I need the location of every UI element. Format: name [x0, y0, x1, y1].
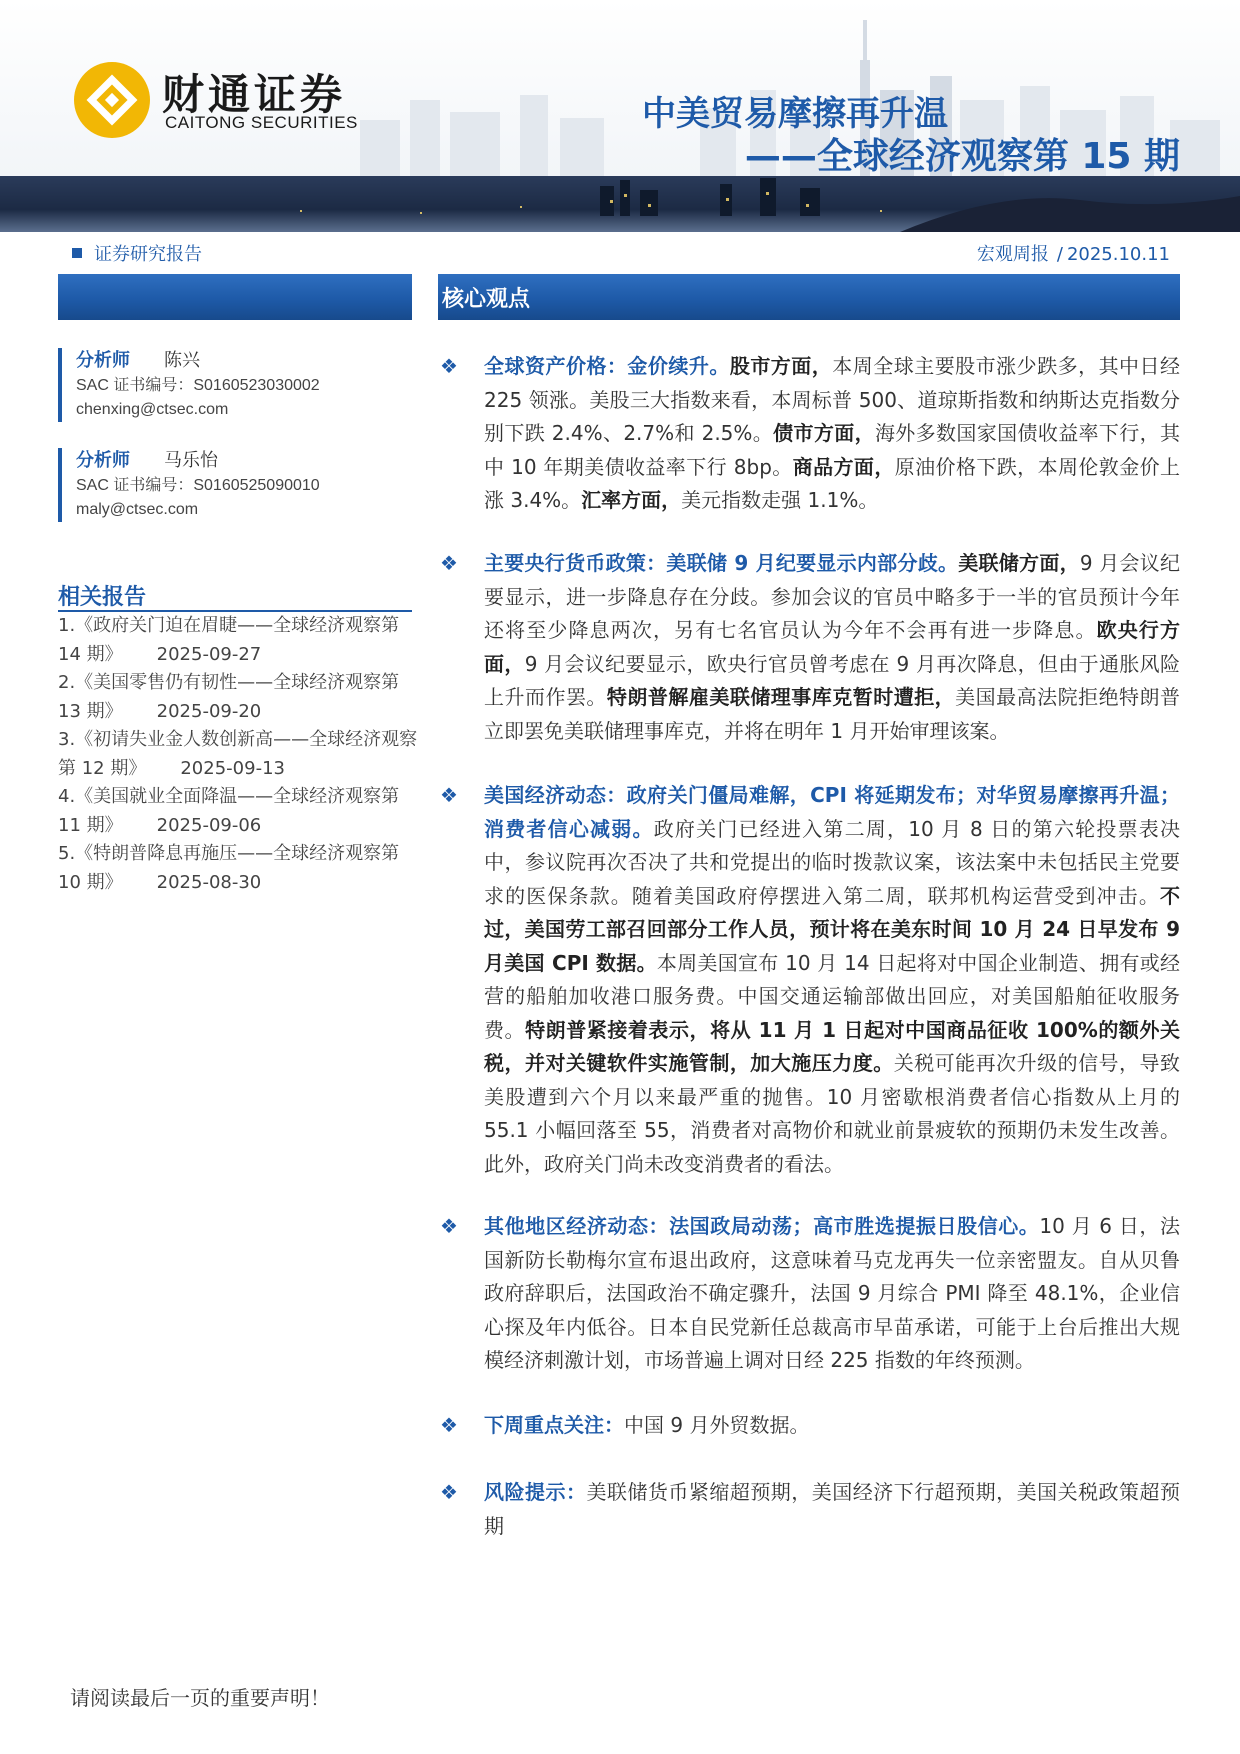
section-us-economy	[438, 779, 1180, 1181]
report-title: 中美贸易摩擦再升温	[642, 94, 948, 134]
diamond-bullet-icon: ❖	[440, 783, 458, 807]
related-reports-title: 相关报告	[58, 585, 147, 610]
diamond-bullet-icon: ❖	[440, 354, 458, 378]
report-subtitle: ——全球经济观察第 15 期	[744, 136, 1180, 177]
analyst-email[interactable]: maly@ctsec.com	[76, 501, 199, 518]
section-asset-prices	[438, 350, 1180, 518]
report-date: 2025.10.11	[1066, 244, 1170, 265]
disclaimer-note: 请阅读最后一页的重要声明！	[70, 1686, 330, 1710]
section-central-banks	[438, 547, 1180, 748]
diamond-bullet-icon: ❖	[440, 1214, 458, 1238]
section-text: 其他地区经济动态：法国政局动荡；高市胜选提振日股信心。10 月 6 日，法国新防长勒梅尔宣布退出政府，这意味着马克龙再失一位亲密盟友。自从贝鲁政府辞职后，法国政治不确定骤升，法国 9 月综合 PMI 降至 48.1%，企业信心探及年内低谷。日本自民党新任总裁高市早苗承诺，可能于上台后推出大规模经济刺激计划，市场普遍上调对日经 225 指数的年终预测。	[484, 1214, 1180, 1372]
analyst-name: 马乐怡	[164, 450, 218, 471]
diamond-bullet-icon: ❖	[440, 551, 458, 575]
diamond-bullet-icon: ❖	[440, 1480, 458, 1504]
report-header	[0, 0, 1240, 232]
sidebar-header-bar	[58, 274, 412, 320]
analyst-card: 分析师 陈兴 SAC 证书编号：S0160523030002 chenxing@ctsec.com	[58, 348, 430, 422]
analyst-email[interactable]: chenxing@ctsec.com	[76, 401, 229, 418]
core-views-header: 核心观点	[438, 274, 1180, 320]
section-next-week	[438, 1409, 1180, 1443]
list-item[interactable]: 2.《美国零售仍有韧性——全球经济观察第 13 期》 2025-09-20	[58, 672, 400, 722]
report-meta: 宏观周报 / 2025.10.11	[976, 244, 1170, 265]
list-item[interactable]: 1.《政府关门迫在眉睫——全球经济观察第 14 期》 2025-09-27	[58, 615, 400, 665]
brand-name-en: CAITONG SECURITIES	[165, 113, 358, 132]
analyst-card: 分析师 马乐怡 SAC 证书编号：S0160525090010 maly@ctsec.com	[58, 448, 430, 522]
analyst-sac: SAC 证书编号：S0160525090010	[76, 477, 320, 494]
section-text: 风险提示：美联储货币紧缩超预期，美国经济下行超预期，美国关税政策超预期	[484, 1480, 1181, 1538]
section-risk	[438, 1476, 1180, 1543]
analyst-name: 陈兴	[164, 350, 200, 371]
analyst-sac: SAC 证书编号：S0160523030002	[76, 377, 320, 394]
section-text: 下周重点关注：中国 9 月外贸数据。	[484, 1413, 810, 1437]
list-item[interactable]: 3.《初请失业金人数创新高——全球经济观察第 12 期》 2025-09-13	[58, 729, 418, 779]
related-reports-list	[58, 612, 418, 897]
list-item[interactable]: 4.《美国就业全面降温——全球经济观察第 11 期》 2025-09-06	[58, 786, 400, 836]
section-text: 美国经济动态：政府关门僵局难解，CPI 将延期发布；对华贸易摩擦再升温；消费者信心减弱。政府关门已经进入第二周，10 月 8 日的第六轮投票表决中，参议院再次否决了共和党提出的临时拨款议案，该法案中未包括民主党要求的医保条款。随着美国政府停摆进入第二周，联邦机构运营受到冲击。不过，美国劳工部召回部分工作人员，预计将在美东时间 10 月 24 日早发布 9 月美国 CPI 数据。本周美国宣布 10 月 14 日起将对中国企业制造、拥有或经营的船舶加收港口服务费。中国交通运输部做出回应，对美国船舶征收服务费。特朗普紧接着表示，将从 11 月 1 日起对中国商品征收 100%的额外关税，并对关键软件实施管制，加大施压力度。关税可能再次升级的信号，导致美股遭到六个月以来最严重的抛售。10 月密歇根消费者信心指数从上月的 55.1 小幅回落至 55，消费者对高物价和就业前景疲软的预期仍未发生改善。此外，政府关门尚未改变消费者的看法。	[484, 783, 1181, 1176]
caitong-logo-icon	[70, 58, 154, 142]
list-item[interactable]: 5.《特朗普降息再施压——全球经济观察第 10 期》 2025-08-30	[58, 843, 400, 893]
section-text: 主要央行货币政策：美联储 9 月纪要显示内部分歧。美联储方面，9 月会议纪要显示，进一步降息存在分歧。参加会议的官员中略多于一半的官员预计今年还将至少降息两次，另有七名官员认为今年不会再有进一步降息。欧央行方面，9 月会议纪要显示，欧央行官员曾考虑在 9 月再次降息，但由于通胀风险上升而作罢。特朗普解雇美联储理事库克暂时遭拒，美国最高法院拒绝特朗普立即罢免美联储理事库克，并将在明年 1 月开始审理该案。	[484, 551, 1181, 743]
brand-name-cn: 财通证券	[162, 70, 347, 119]
diamond-bullet-icon: ❖	[440, 1413, 458, 1437]
section-other-regions	[438, 1210, 1180, 1378]
report-type-label: 证券研究报告	[72, 240, 202, 266]
square-bullet-icon	[72, 248, 82, 258]
section-text: 全球资产价格：金价续升。股市方面，本周全球主要股市涨少跌多，其中日经 225 领涨。美股三大指数来看，本周标普 500、道琼斯指数和纳斯达克指数分别下跌 2.4%、2.7%和 2.5%。债市方面，海外多数国家国债收益率下行，其中 10 年期美债收益率下行 8bp。商品方面，原油价格下跌，本周伦敦金价上涨 3.4%。汇率方面，美元指数走强 1.1%。	[484, 354, 1181, 512]
report-category: 宏观周报	[976, 244, 1049, 265]
